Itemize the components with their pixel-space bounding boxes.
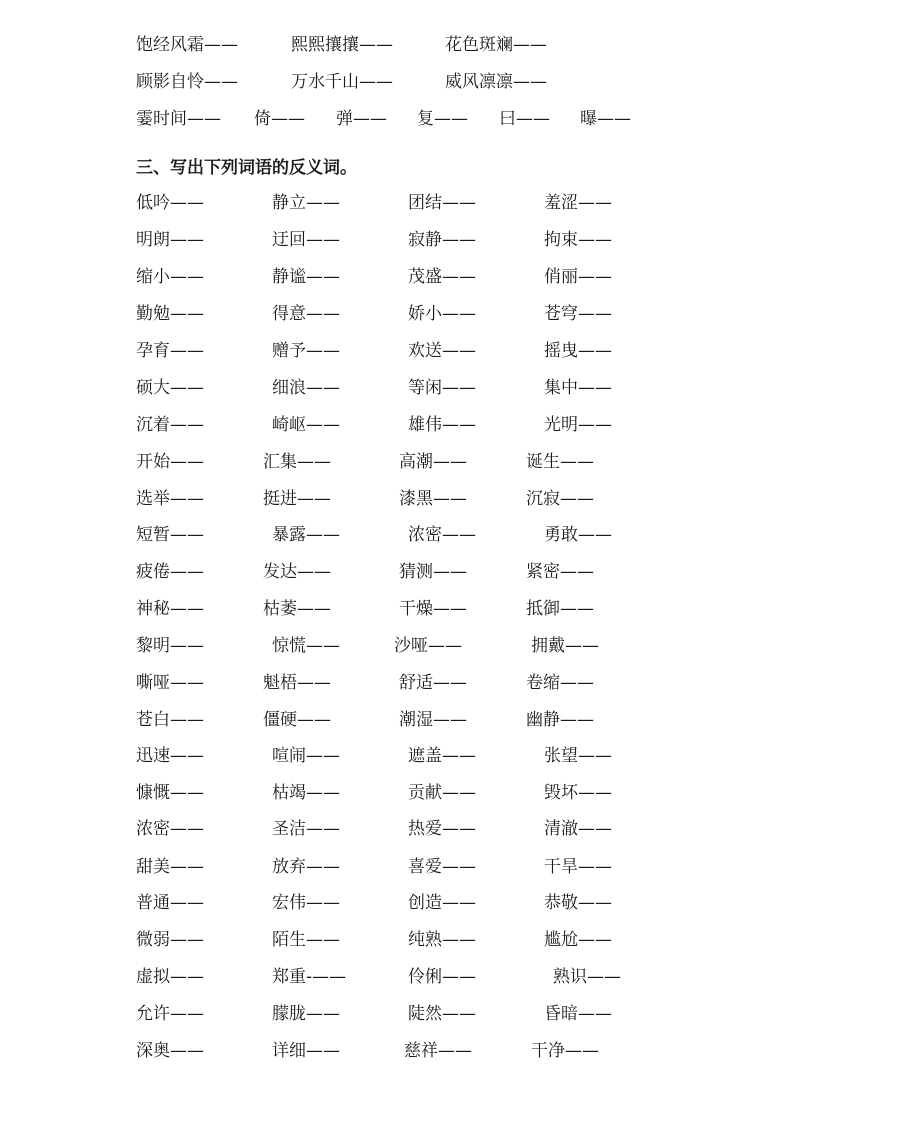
word-item: 惊慌—— bbox=[272, 636, 340, 656]
word-item: 圣洁—— bbox=[272, 819, 340, 839]
word-item: 僵硬—— bbox=[263, 710, 331, 730]
word-item: 尴尬—— bbox=[544, 930, 612, 950]
antonym-row bbox=[0, 375, 899, 401]
word-item: 寂静—— bbox=[408, 230, 476, 250]
word-item: 舒适—— bbox=[399, 673, 467, 693]
word-item: 汇集—— bbox=[263, 452, 331, 472]
antonym-row bbox=[0, 964, 899, 990]
word-item: 崎岖—— bbox=[272, 415, 340, 435]
antonym-row bbox=[0, 927, 899, 953]
word-item: 允许—— bbox=[136, 1004, 204, 1024]
word-item: 拘束—— bbox=[544, 230, 612, 250]
word-item: 羞涩—— bbox=[544, 193, 612, 213]
word-item: 高潮—— bbox=[399, 452, 467, 472]
word-item: 潮湿—— bbox=[399, 710, 467, 730]
word-item: 深奥—— bbox=[136, 1041, 204, 1061]
word-item: 发达—— bbox=[263, 562, 331, 582]
antonym-row bbox=[0, 707, 899, 733]
word-item: 干净—— bbox=[531, 1041, 599, 1061]
word-item: 详细—— bbox=[272, 1041, 340, 1061]
word-item: 郑重-—— bbox=[272, 967, 347, 987]
word-item: 抵御—— bbox=[526, 599, 594, 619]
word-item: 拥戴—— bbox=[531, 636, 599, 656]
word-item: 嘶哑—— bbox=[136, 673, 204, 693]
word-item: 干旱—— bbox=[544, 857, 612, 877]
word-item: 硕大—— bbox=[136, 378, 204, 398]
word-item: 贡献—— bbox=[408, 783, 476, 803]
antonym-row bbox=[0, 522, 899, 548]
word-item: 迅速—— bbox=[136, 746, 204, 766]
word-item: 威风凛凛—— bbox=[445, 72, 547, 92]
antonym-row bbox=[0, 854, 899, 880]
word-item: 喧闹—— bbox=[272, 746, 340, 766]
word-item: 清澈—— bbox=[544, 819, 612, 839]
word-item: 迂回—— bbox=[272, 230, 340, 250]
word-item: 勤勉—— bbox=[136, 304, 204, 324]
antonym-row bbox=[0, 1001, 899, 1027]
antonym-row bbox=[0, 633, 899, 659]
word-item: 创造—— bbox=[408, 893, 476, 913]
word-item: 曝—— bbox=[580, 109, 631, 129]
word-item: 虚拟—— bbox=[136, 967, 204, 987]
word-item: 疲倦—— bbox=[136, 562, 204, 582]
word-item: 昏暗—— bbox=[544, 1004, 612, 1024]
word-item: 万水千山—— bbox=[291, 72, 393, 92]
word-item: 纯熟—— bbox=[408, 930, 476, 950]
antonym-row bbox=[0, 596, 899, 622]
word-item: 熟识—— bbox=[553, 967, 621, 987]
word-item: 挺进—— bbox=[263, 489, 331, 509]
antonym-row bbox=[0, 1038, 899, 1064]
antonym-row bbox=[0, 412, 899, 438]
word-item: 猜测—— bbox=[399, 562, 467, 582]
word-item: 倚—— bbox=[254, 109, 305, 129]
word-item: 苍穹—— bbox=[544, 304, 612, 324]
word-item: 俏丽—— bbox=[544, 267, 612, 287]
word-item: 饱经风霜—— bbox=[136, 35, 238, 55]
word-item: 朦胧—— bbox=[272, 1004, 340, 1024]
antonym-row bbox=[0, 338, 899, 364]
antonym-row bbox=[0, 559, 899, 585]
word-item: 浓密—— bbox=[136, 819, 204, 839]
word-item: 毁坏—— bbox=[544, 783, 612, 803]
antonym-row bbox=[0, 890, 899, 916]
word-item: 短暂—— bbox=[136, 525, 204, 545]
word-item: 集中—— bbox=[544, 378, 612, 398]
antonym-row bbox=[0, 670, 899, 696]
word-item: 曰—— bbox=[499, 109, 550, 129]
top-line-2 bbox=[0, 69, 899, 95]
antonym-row bbox=[0, 780, 899, 806]
word-item: 霎时间—— bbox=[136, 109, 221, 129]
word-item: 雄伟—— bbox=[408, 415, 476, 435]
word-item: 低吟—— bbox=[136, 193, 204, 213]
word-item: 赠予—— bbox=[272, 341, 340, 361]
antonym-row bbox=[0, 449, 899, 475]
word-item: 浓密—— bbox=[408, 525, 476, 545]
word-item: 团结—— bbox=[408, 193, 476, 213]
word-item: 花色斑斓—— bbox=[445, 35, 547, 55]
word-item: 得意—— bbox=[272, 304, 340, 324]
word-item: 张望—— bbox=[544, 746, 612, 766]
antonym-row bbox=[0, 486, 899, 512]
antonym-row bbox=[0, 264, 899, 290]
word-item: 甜美—— bbox=[136, 857, 204, 877]
word-item: 枯萎—— bbox=[263, 599, 331, 619]
word-item: 熙熙攘攘—— bbox=[291, 35, 393, 55]
word-item: 细浪—— bbox=[272, 378, 340, 398]
word-item: 光明—— bbox=[544, 415, 612, 435]
word-item: 干燥—— bbox=[399, 599, 467, 619]
word-item: 暴露—— bbox=[272, 525, 340, 545]
word-item: 沉寂—— bbox=[526, 489, 594, 509]
word-item: 陌生—— bbox=[272, 930, 340, 950]
word-item: 欢送—— bbox=[408, 341, 476, 361]
word-item: 明朗—— bbox=[136, 230, 204, 250]
word-item: 摇曳—— bbox=[544, 341, 612, 361]
word-item: 苍白—— bbox=[136, 710, 204, 730]
word-item: 紧密—— bbox=[526, 562, 594, 582]
antonym-row bbox=[0, 190, 899, 216]
word-item: 沙哑—— bbox=[394, 636, 462, 656]
word-item: 枯竭—— bbox=[272, 783, 340, 803]
word-item: 普通—— bbox=[136, 893, 204, 913]
word-item: 魁梧—— bbox=[263, 673, 331, 693]
section-heading: 三、写出下列词语的反义词。 bbox=[136, 158, 357, 178]
word-item: 放弃—— bbox=[272, 857, 340, 877]
word-item: 等闲—— bbox=[408, 378, 476, 398]
word-item: 静立—— bbox=[272, 193, 340, 213]
word-item: 陡然—— bbox=[408, 1004, 476, 1024]
word-item: 黎明—— bbox=[136, 636, 204, 656]
antonym-row bbox=[0, 743, 899, 769]
word-item: 沉着—— bbox=[136, 415, 204, 435]
word-item: 顾影自怜—— bbox=[136, 72, 238, 92]
word-item: 复—— bbox=[417, 109, 468, 129]
word-item: 漆黑—— bbox=[399, 489, 467, 509]
word-item: 选举—— bbox=[136, 489, 204, 509]
word-item: 热爱—— bbox=[408, 819, 476, 839]
word-item: 弹—— bbox=[336, 109, 387, 129]
word-item: 宏伟—— bbox=[272, 893, 340, 913]
antonym-row bbox=[0, 816, 899, 842]
top-line-1 bbox=[0, 32, 899, 58]
antonym-row bbox=[0, 301, 899, 327]
word-item: 幽静—— bbox=[526, 710, 594, 730]
word-item: 恭敬—— bbox=[544, 893, 612, 913]
word-item: 伶俐—— bbox=[408, 967, 476, 987]
word-item: 遮盖—— bbox=[408, 746, 476, 766]
word-item: 慷慨—— bbox=[136, 783, 204, 803]
word-item: 缩小—— bbox=[136, 267, 204, 287]
word-item: 茂盛—— bbox=[408, 267, 476, 287]
word-item: 神秘—— bbox=[136, 599, 204, 619]
word-item: 开始—— bbox=[136, 452, 204, 472]
word-item: 勇敢—— bbox=[544, 525, 612, 545]
word-item: 孕育—— bbox=[136, 341, 204, 361]
word-item: 诞生—— bbox=[526, 452, 594, 472]
word-item: 微弱—— bbox=[136, 930, 204, 950]
antonym-row bbox=[0, 227, 899, 253]
top-line-3 bbox=[0, 106, 899, 132]
word-item: 慈祥—— bbox=[404, 1041, 472, 1061]
word-item: 卷缩—— bbox=[526, 673, 594, 693]
word-item: 喜爱—— bbox=[408, 857, 476, 877]
word-item: 娇小—— bbox=[408, 304, 476, 324]
word-item: 静谧—— bbox=[272, 267, 340, 287]
